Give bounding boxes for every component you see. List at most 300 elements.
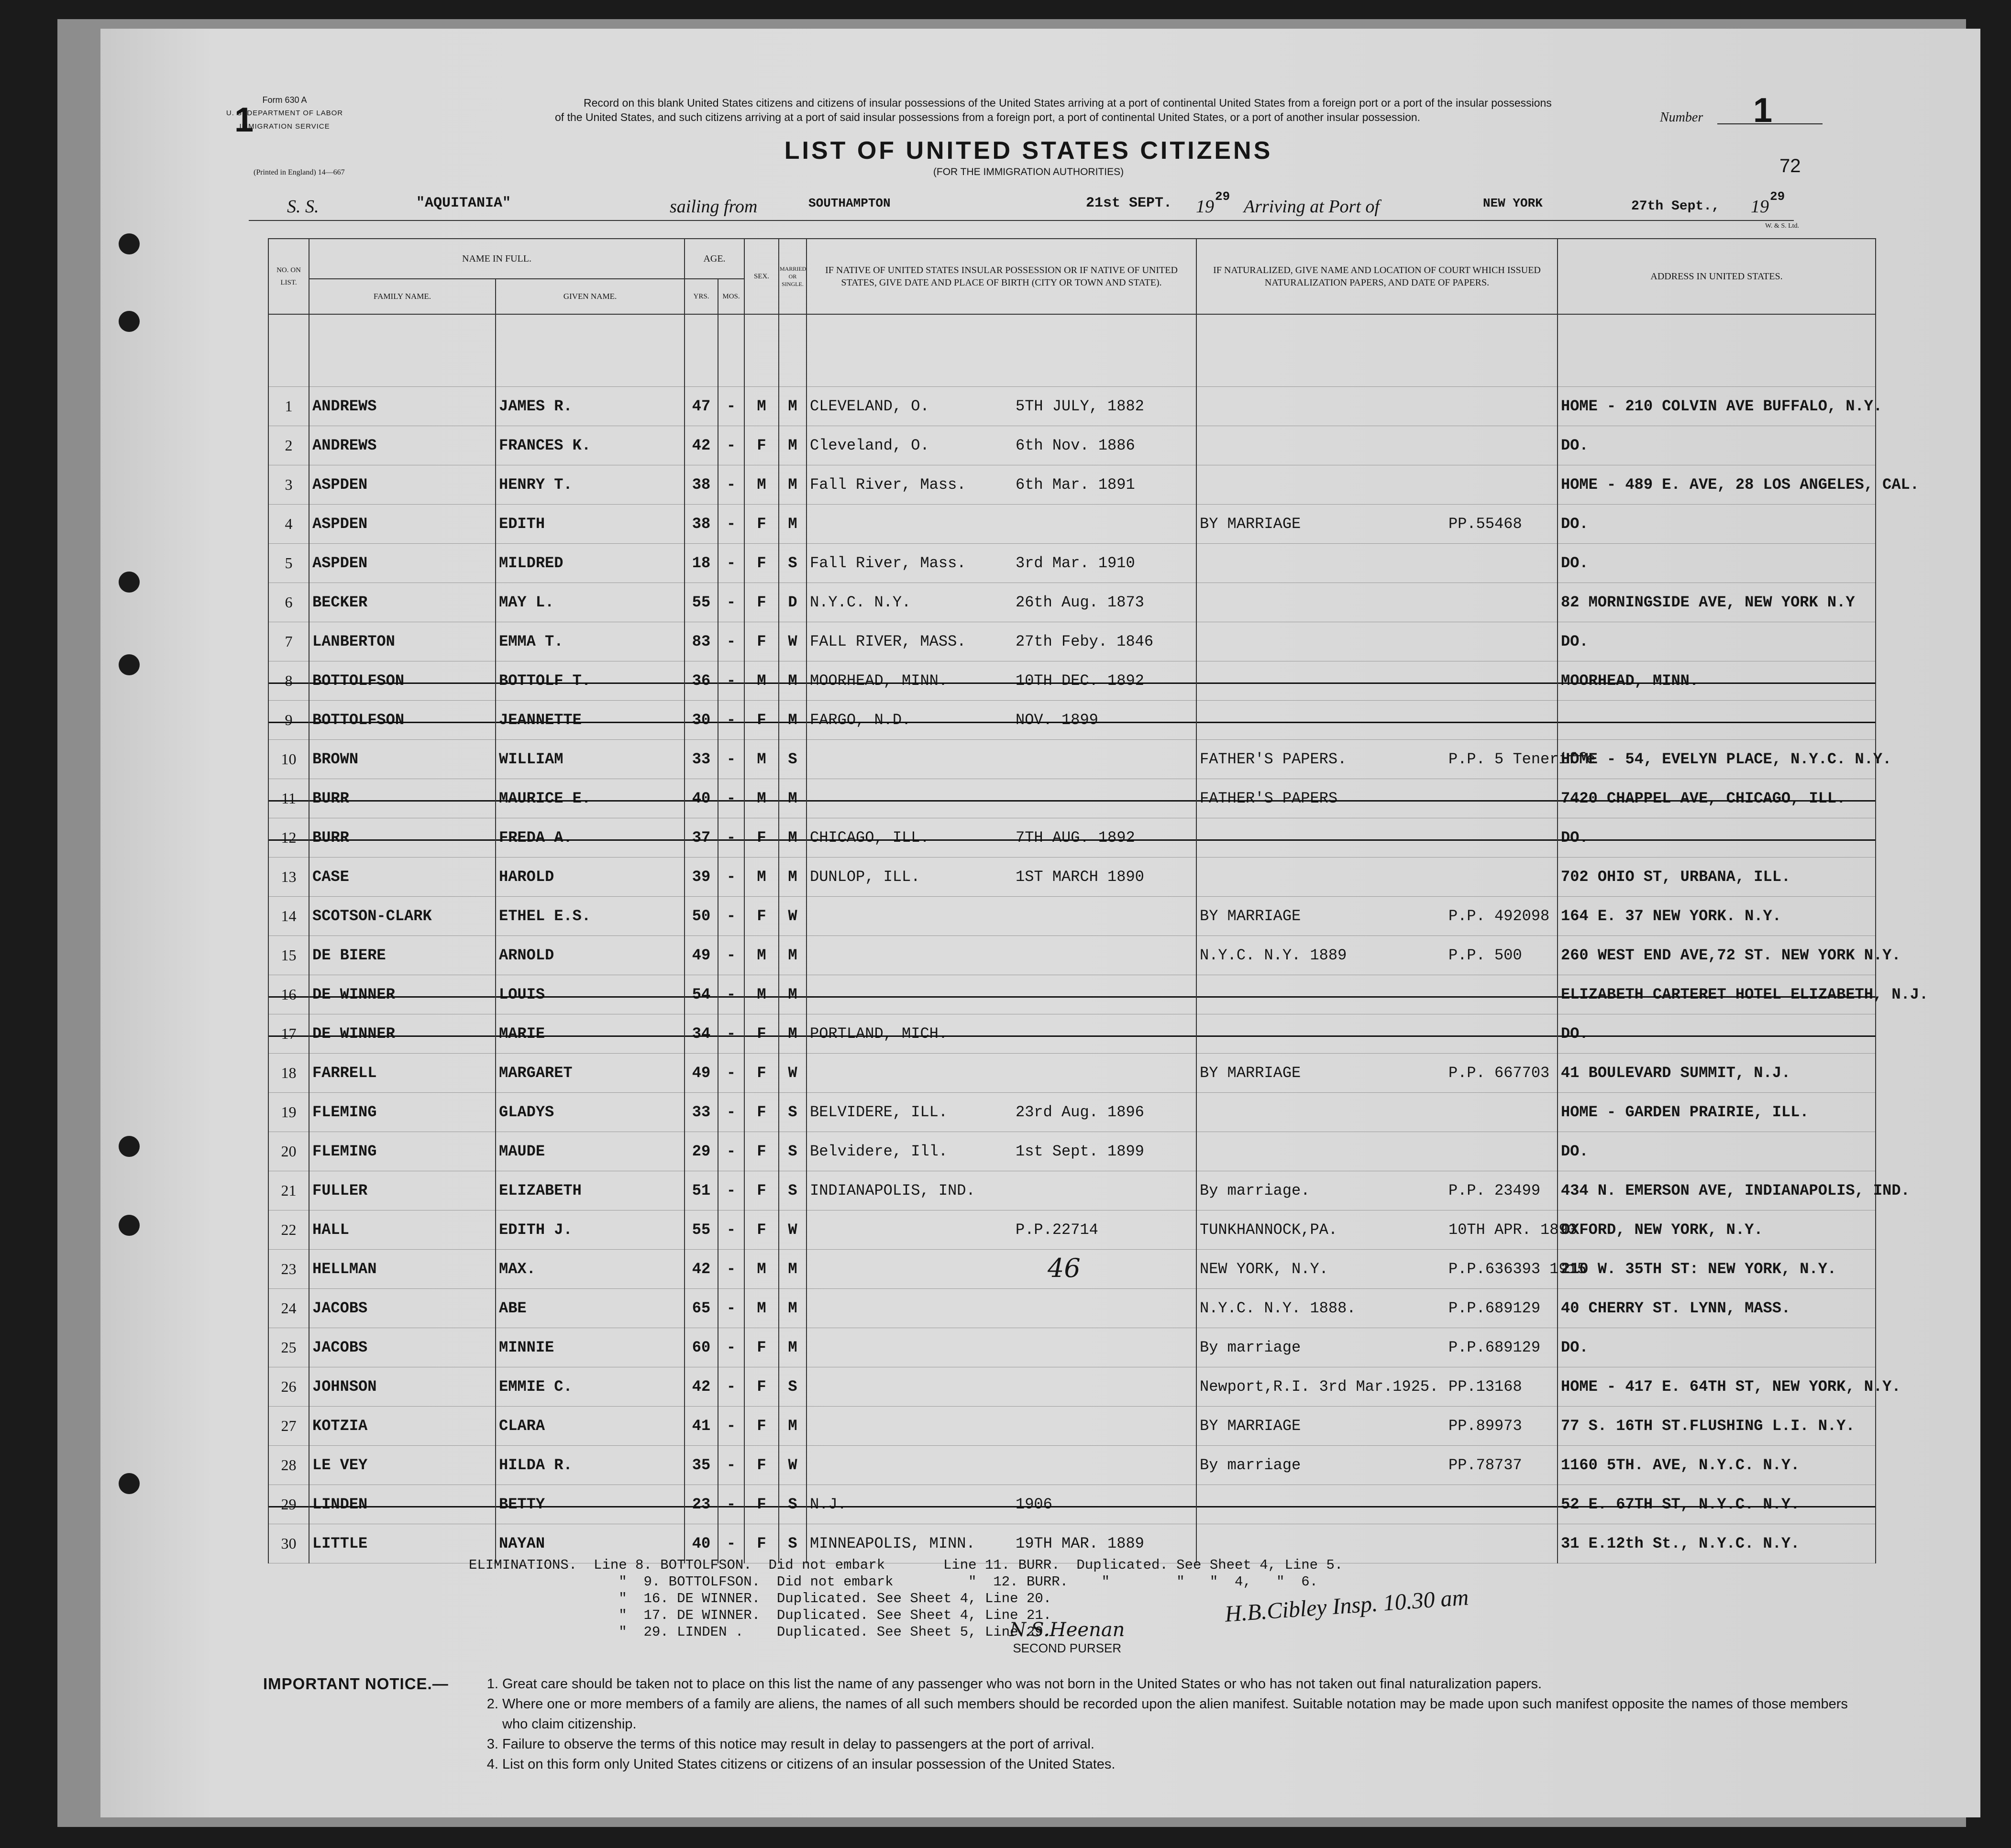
- birth-info: [807, 1250, 1196, 1289]
- col-birth: IF NATIVE OF UNITED STATES INSULAR POSSESSION OR IF NATIVE OF UNITED STATES, GIVE DATE AND PLACE OF BIRTH (CITY OR TOWN AND STATE).: [807, 239, 1196, 314]
- birth-info: [807, 426, 1196, 465]
- naturalization-papers: P.P. 5 Teneriffe: [1448, 750, 1596, 768]
- birth-place: N.Y.C. N.Y.: [810, 594, 911, 611]
- birth-info: [807, 779, 1196, 818]
- family-name: DE BIERE: [309, 936, 496, 975]
- given-name: MARGARET: [496, 1054, 685, 1093]
- birth-place: Fall River, Mass.: [810, 554, 966, 572]
- age-months: -: [718, 1014, 744, 1054]
- marital-status: S: [779, 1132, 807, 1171]
- col-months: MOS.: [718, 279, 744, 314]
- given-name: JEANNETTE: [496, 701, 685, 740]
- address: DO.: [1558, 622, 1876, 661]
- passenger-row: [268, 1132, 1876, 1171]
- address: DO.: [1558, 544, 1876, 583]
- col-address: ADDRESS IN UNITED STATES.: [1558, 239, 1876, 314]
- passenger-row: [268, 1289, 1876, 1328]
- age-years: 33: [685, 1093, 718, 1132]
- line-number: 8: [268, 661, 309, 701]
- marital-status: M: [779, 1250, 807, 1289]
- marital-status: S: [779, 1524, 807, 1563]
- passenger-row: [268, 622, 1876, 661]
- address: 40 CHERRY ST. LYNN, MASS.: [1558, 1289, 1876, 1328]
- sex: F: [744, 544, 779, 583]
- passenger-row: [268, 701, 1876, 740]
- sex: M: [744, 975, 779, 1014]
- passenger-row: [268, 1014, 1876, 1054]
- passenger-row: [268, 1367, 1876, 1407]
- birth-info: [807, 858, 1196, 897]
- sex: M: [744, 1289, 779, 1328]
- given-name: MAY L.: [496, 583, 685, 622]
- naturalization-papers: P.P. 667703: [1448, 1064, 1550, 1082]
- age-years: 60: [685, 1328, 718, 1367]
- family-name: FLEMING: [309, 1132, 496, 1171]
- given-name: BOTTOLF T.: [496, 661, 685, 701]
- age-months: -: [718, 1367, 744, 1407]
- address: 164 E. 37 NEW YORK. N.Y.: [1558, 897, 1876, 936]
- age-months: -: [718, 1210, 744, 1250]
- given-name: HAROLD: [496, 858, 685, 897]
- birth-info: [807, 897, 1196, 936]
- line-number: 16: [268, 975, 309, 1014]
- birth-date: NOV. 1899: [1016, 711, 1098, 729]
- naturalization-court: NEW YORK, N.Y.: [1200, 1260, 1328, 1278]
- birth-place: MINNEAPOLIS, MINN.: [810, 1535, 975, 1552]
- naturalization-papers: P.P. 500: [1448, 946, 1522, 964]
- binder-hole: [119, 1136, 140, 1157]
- sex: F: [744, 1132, 779, 1171]
- departure-date: 21st SEPT.: [1086, 195, 1172, 211]
- sex: F: [744, 1524, 779, 1563]
- birth-date: 10TH DEC. 1892: [1016, 672, 1144, 690]
- address: HOME - GARDEN PRAIRIE, ILL.: [1558, 1093, 1876, 1132]
- sex: M: [744, 858, 779, 897]
- sex: F: [744, 1210, 779, 1250]
- line-number: 9: [268, 701, 309, 740]
- age-months: -: [718, 1485, 744, 1524]
- line-number: 29: [268, 1485, 309, 1524]
- birth-info: [807, 622, 1196, 661]
- eliminations-note: ELIMINATIONS. Line 8. BOTTOLFSON. Did not embark Line 11. BURR. Duplicated. See Sheet 4, Line 5. " 9. BOTTOLFSON. Did not embark " 12. BURR. " " " 4, " 6. " 16. DE WINNER. Duplicated. See Sheet 4, Line 20. " 17. DE WINNER. Duplicated. See Sheet 4, Line 21. " 29. LINDEN . Duplicated. See Sheet 5, Line 29.: [469, 1557, 1343, 1640]
- purser-title: SECOND PURSER: [1013, 1641, 1122, 1655]
- marital-status: M: [779, 1014, 807, 1054]
- age-years: 23: [685, 1485, 718, 1524]
- birth-place: BELVIDERE, ILL.: [810, 1103, 948, 1121]
- sex: M: [744, 936, 779, 975]
- age-months: -: [718, 1250, 744, 1289]
- age-months: -: [718, 936, 744, 975]
- important-notice: [263, 1674, 1870, 1774]
- family-name: JOHNSON: [309, 1367, 496, 1407]
- given-name: WILLIAM: [496, 740, 685, 779]
- marital-status: W: [779, 1446, 807, 1485]
- marital-status: M: [779, 387, 807, 426]
- naturalization-papers: P.P.689129: [1448, 1339, 1541, 1356]
- address: DO.: [1558, 818, 1876, 858]
- naturalization-info: [1196, 1210, 1577, 1250]
- marital-status: M: [779, 858, 807, 897]
- age-months: -: [718, 1446, 744, 1485]
- naturalization-papers: PP.78737: [1448, 1456, 1522, 1474]
- age-months: -: [718, 1289, 744, 1328]
- naturalization-info: [1196, 740, 1596, 779]
- sex: F: [744, 1014, 779, 1054]
- left-list-mark: 1: [234, 101, 254, 139]
- marital-status: M: [779, 661, 807, 701]
- birth-date: 27th Feby. 1846: [1016, 633, 1154, 650]
- marital-status: W: [779, 1054, 807, 1093]
- page-title: LIST OF UNITED STATES CITIZENS: [784, 137, 1273, 165]
- sex: F: [744, 701, 779, 740]
- given-name: MAURICE E.: [496, 779, 685, 818]
- age-years: 41: [685, 1407, 718, 1446]
- naturalization-info: [1196, 583, 1558, 622]
- marital-status: W: [779, 897, 807, 936]
- address: HOME - 54, EVELYN PLACE, N.Y.C. N.Y.: [1558, 740, 1876, 779]
- given-name: EMMIE C.: [496, 1367, 685, 1407]
- given-name: EDITH J.: [496, 1210, 685, 1250]
- naturalization-info: [1196, 1367, 1558, 1407]
- arriving-label: Arriving at Port of: [1244, 197, 1380, 217]
- address: ELIZABETH CARTERET HOTEL ELIZABETH, N.J.: [1558, 975, 1876, 1014]
- binder-hole: [119, 572, 140, 593]
- family-name: ASPDEN: [309, 505, 496, 544]
- family-name: ASPDEN: [309, 544, 496, 583]
- printed-in-note: (Printed in England) 14—667: [254, 168, 345, 176]
- age-months: -: [718, 1132, 744, 1171]
- birth-info: [807, 1328, 1196, 1367]
- given-name: FREDA A.: [496, 818, 685, 858]
- passenger-row: [268, 1054, 1876, 1093]
- sex: F: [744, 1485, 779, 1524]
- naturalization-papers: PP.13168: [1448, 1378, 1522, 1396]
- birth-date: 23rd Aug. 1896: [1016, 1103, 1144, 1121]
- marital-status: M: [779, 1289, 807, 1328]
- ss-label: S. S.: [287, 197, 319, 217]
- birth-info: [807, 387, 1196, 426]
- departure-year: 29: [1215, 189, 1230, 204]
- naturalization-info: [1196, 1171, 1558, 1210]
- purser-signature: N.S.Heenan: [1009, 1619, 1125, 1641]
- age-months: -: [718, 387, 744, 426]
- birth-info: [807, 505, 1196, 544]
- naturalization-info: [1196, 818, 1558, 858]
- line-number: 20: [268, 1132, 309, 1171]
- address: 7420 CHAPPEL AVE, CHICAGO, ILL.: [1558, 779, 1876, 818]
- passenger-row: [268, 975, 1876, 1014]
- binder-hole: [119, 233, 140, 254]
- line-number: 24: [268, 1289, 309, 1328]
- sex: F: [744, 897, 779, 936]
- age-months: -: [718, 505, 744, 544]
- family-name: CASE: [309, 858, 496, 897]
- address: 260 WEST END AVE,72 ST. NEW YORK N.Y.: [1558, 936, 1876, 975]
- birth-info: [807, 465, 1196, 505]
- marital-status: M: [779, 936, 807, 975]
- line-number: 10: [268, 740, 309, 779]
- birth-info: [807, 1289, 1196, 1328]
- binder-hole: [119, 311, 140, 332]
- age-years: 65: [685, 1289, 718, 1328]
- age-years: 34: [685, 1014, 718, 1054]
- col-naturalized: IF NATURALIZED, GIVE NAME AND LOCATION OF COURT WHICH ISSUED NATURALIZATION PAPERS, AND DATE OF PAPERS.: [1196, 239, 1558, 314]
- given-name: EDITH: [496, 505, 685, 544]
- age-years: 42: [685, 1250, 718, 1289]
- age-years: 42: [685, 1367, 718, 1407]
- col-given-name: GIVEN NAME.: [496, 279, 685, 314]
- marital-status: S: [779, 740, 807, 779]
- sex: F: [744, 1407, 779, 1446]
- line-number: 14: [268, 897, 309, 936]
- age-years: 36: [685, 661, 718, 701]
- binder-hole: [119, 1473, 140, 1494]
- col-no: NO. ON LIST.: [268, 239, 309, 314]
- naturalization-info: [1196, 779, 1558, 818]
- family-name: JACOBS: [309, 1328, 496, 1367]
- age-years: 49: [685, 936, 718, 975]
- birth-info: [807, 583, 1196, 622]
- naturalization-court: FATHER'S PAPERS: [1200, 790, 1338, 807]
- marital-status: M: [779, 701, 807, 740]
- age-months: -: [718, 1054, 744, 1093]
- family-name: JACOBS: [309, 1289, 496, 1328]
- naturalization-info: [1196, 897, 1558, 936]
- naturalization-info: [1196, 975, 1558, 1014]
- notice-item: 2. Where one or more members of a family are aliens, the names of all such members should be recorded upon the alien manifest. Suitable notation may be made upon such manifest opposite the names of those members who claim citizenship.: [502, 1694, 1870, 1734]
- address: DO.: [1558, 426, 1876, 465]
- birth-info: [807, 740, 1196, 779]
- notice-heading: IMPORTANT NOTICE.—: [263, 1675, 449, 1693]
- family-name: DE WINNER: [309, 975, 496, 1014]
- age-months: -: [718, 897, 744, 936]
- family-name: KOTZIA: [309, 1407, 496, 1446]
- naturalization-papers: PP.55468: [1448, 515, 1522, 533]
- col-married: MARRIED OR SINGLE.: [779, 239, 807, 314]
- birth-info: [807, 701, 1196, 740]
- year-label-1: 19: [1196, 197, 1214, 217]
- marital-status: W: [779, 622, 807, 661]
- address: 1160 5TH. AVE, N.Y.C. N.Y.: [1558, 1446, 1876, 1485]
- address: 702 OHIO ST, URBANA, ILL.: [1558, 858, 1876, 897]
- address: OXFORD, NEW YORK, N.Y.: [1558, 1210, 1876, 1250]
- sex: F: [744, 1171, 779, 1210]
- family-name: BURR: [309, 779, 496, 818]
- given-name: GLADYS: [496, 1093, 685, 1132]
- line-number: 4: [268, 505, 309, 544]
- given-name: MARIE: [496, 1014, 685, 1054]
- age-months: -: [718, 1093, 744, 1132]
- given-name: MINNIE: [496, 1328, 685, 1367]
- family-name: HALL: [309, 1210, 496, 1250]
- naturalization-court: N.Y.C. N.Y. 1888.: [1200, 1299, 1356, 1317]
- sex: F: [744, 1328, 779, 1367]
- naturalization-court: By marriage: [1200, 1339, 1301, 1356]
- birth-date: 1906: [1016, 1496, 1052, 1513]
- notice-list: [488, 1674, 1870, 1774]
- service-name: IMMIGRATION SERVICE: [239, 122, 330, 131]
- age-months: -: [718, 426, 744, 465]
- marital-status: M: [779, 975, 807, 1014]
- family-name: LE VEY: [309, 1446, 496, 1485]
- year-label-2: 19: [1751, 197, 1769, 217]
- age-years: 54: [685, 975, 718, 1014]
- age-months: -: [718, 818, 744, 858]
- birth-info: [807, 936, 1196, 975]
- birth-date: 19TH MAR. 1889: [1016, 1535, 1144, 1552]
- notice-item: 3. Failure to observe the terms of this notice may result in delay to passengers at the port of arrival.: [502, 1734, 1870, 1754]
- given-name: EMMA T.: [496, 622, 685, 661]
- address: 434 N. EMERSON AVE, INDIANAPOLIS, IND.: [1558, 1171, 1876, 1210]
- given-name: BETTY: [496, 1485, 685, 1524]
- family-name: FULLER: [309, 1171, 496, 1210]
- line-number: 5: [268, 544, 309, 583]
- birth-place: PORTLAND, MICH.: [810, 1025, 948, 1043]
- birth-info: [807, 661, 1196, 701]
- age-months: -: [718, 1328, 744, 1367]
- age-years: 51: [685, 1171, 718, 1210]
- birth-info: [807, 544, 1196, 583]
- birth-date: 5TH JULY, 1882: [1016, 397, 1144, 415]
- given-name: JAMES R.: [496, 387, 685, 426]
- naturalization-court: TUNKHANNOCK,PA.: [1200, 1221, 1338, 1239]
- birth-info: [807, 1093, 1196, 1132]
- line-number: 21: [268, 1171, 309, 1210]
- age-years: 29: [685, 1132, 718, 1171]
- age-years: 55: [685, 1210, 718, 1250]
- address: 210 W. 35TH ST: NEW YORK, N.Y.: [1558, 1250, 1876, 1289]
- passenger-row: [268, 661, 1876, 701]
- naturalization-info: [1196, 1446, 1558, 1485]
- age-months: -: [718, 661, 744, 701]
- age-months: -: [718, 544, 744, 583]
- birth-info: [807, 818, 1196, 858]
- col-family-name: FAMILY NAME.: [309, 279, 496, 314]
- naturalization-papers: P.P. 492098: [1448, 907, 1550, 925]
- department-name: U. S. DEPARTMENT OF LABOR: [226, 109, 343, 117]
- birth-info: [807, 1485, 1196, 1524]
- passenger-row: [268, 779, 1876, 818]
- age-years: 49: [685, 1054, 718, 1093]
- notice-item: 1. Great care should be taken not to place on this list the name of any passenger who was not born in the United States or who has not taken out final naturalization papers.: [502, 1674, 1870, 1694]
- sex: F: [744, 622, 779, 661]
- marital-status: S: [779, 1093, 807, 1132]
- naturalization-court: By marriage.: [1200, 1182, 1310, 1199]
- line-number: 18: [268, 1054, 309, 1093]
- inspector-signature: H.B.Cibley Insp. 10.30 am: [1224, 1584, 1470, 1627]
- line-number: 23: [268, 1250, 309, 1289]
- sex: M: [744, 1250, 779, 1289]
- birth-info: [807, 1210, 1196, 1250]
- col-years: YRS.: [685, 279, 718, 314]
- given-name: MILDRED: [496, 544, 685, 583]
- naturalization-info: [1196, 1054, 1558, 1093]
- family-name: BOTTOLFSON: [309, 701, 496, 740]
- address: DO.: [1558, 505, 1876, 544]
- line-number: 6: [268, 583, 309, 622]
- sex: F: [744, 583, 779, 622]
- record-instructions: Record on this blank United States citizens and citizens of insular possessions of the United States arriving at a port of continental United States from a foreign port or a port of the insular possessions of the United States, and such citizens arriving at a port of said insular possessions from a foreign port, a port of continental United States, or a port of another insular possession.: [555, 97, 1552, 123]
- passenger-row: [268, 583, 1876, 622]
- given-name: LOUIS: [496, 975, 685, 1014]
- line-number: 17: [268, 1014, 309, 1054]
- passenger-row: [268, 1093, 1876, 1132]
- naturalization-info: [1196, 1289, 1558, 1328]
- passenger-row: [268, 505, 1876, 544]
- naturalization-info: [1196, 1485, 1558, 1524]
- marital-status: M: [779, 818, 807, 858]
- arrival-port: NEW YORK: [1483, 196, 1543, 210]
- naturalization-court: By marriage: [1200, 1456, 1301, 1474]
- page-subtitle: (FOR THE IMMIGRATION AUTHORITIES): [933, 166, 1124, 177]
- family-name: SCOTSON-CLARK: [309, 897, 496, 936]
- naturalization-papers: 10TH APR. 1893: [1448, 1221, 1577, 1239]
- family-name: HELLMAN: [309, 1250, 496, 1289]
- birth-date: 26th Aug. 1873: [1016, 594, 1144, 611]
- naturalization-info: [1196, 858, 1558, 897]
- form-number: Form 630 A: [262, 95, 307, 105]
- birth-place: FALL RIVER, MASS.: [810, 633, 966, 650]
- address: HOME - 489 E. AVE, 28 LOS ANGELES, CAL.: [1558, 465, 1876, 505]
- family-name: LINDEN: [309, 1485, 496, 1524]
- notice-item: 4. List on this form only United States citizens or citizens of an insular possession of the United States.: [502, 1754, 1870, 1774]
- line-number: 11: [268, 779, 309, 818]
- age-months: -: [718, 740, 744, 779]
- passenger-row: [268, 818, 1876, 858]
- col-sex: SEX.: [744, 239, 779, 314]
- naturalization-info: [1196, 426, 1558, 465]
- naturalization-info: [1196, 544, 1558, 583]
- sex: F: [744, 1446, 779, 1485]
- birth-info: [807, 1014, 1196, 1054]
- family-name: BOTTOLFSON: [309, 661, 496, 701]
- given-name: ETHEL E.S.: [496, 897, 685, 936]
- line-number: 25: [268, 1328, 309, 1367]
- passenger-row: [268, 858, 1876, 897]
- sex: F: [744, 1367, 779, 1407]
- line-number: 22: [268, 1210, 309, 1250]
- given-name: HENRY T.: [496, 465, 685, 505]
- birth-info: [807, 1407, 1196, 1446]
- given-name: ARNOLD: [496, 936, 685, 975]
- age-years: 47: [685, 387, 718, 426]
- sex: M: [744, 387, 779, 426]
- line-number: 15: [268, 936, 309, 975]
- passenger-row: [268, 1485, 1876, 1524]
- age-months: -: [718, 701, 744, 740]
- naturalization-info: [1196, 505, 1558, 544]
- address: 82 MORNINGSIDE AVE, NEW YORK N.Y: [1558, 583, 1876, 622]
- given-name: NAYAN: [496, 1524, 685, 1563]
- sex: F: [744, 818, 779, 858]
- age-years: 42: [685, 426, 718, 465]
- passenger-table: [268, 238, 1929, 1563]
- sex: M: [744, 465, 779, 505]
- age-years: 30: [685, 701, 718, 740]
- marital-status: S: [779, 1171, 807, 1210]
- age-years: 83: [685, 622, 718, 661]
- address: DO.: [1558, 1132, 1876, 1171]
- age-years: 40: [685, 1524, 718, 1563]
- age-months: -: [718, 465, 744, 505]
- sailing-underline: [249, 220, 1794, 221]
- address: 31 E.12th St., N.Y.C. N.Y.: [1558, 1524, 1876, 1563]
- line-number: 1: [268, 387, 309, 426]
- margin-note: 46: [1048, 1253, 1081, 1283]
- family-name: LANBERTON: [309, 622, 496, 661]
- given-name: FRANCES K.: [496, 426, 685, 465]
- sheet-number: 72: [1779, 155, 1801, 176]
